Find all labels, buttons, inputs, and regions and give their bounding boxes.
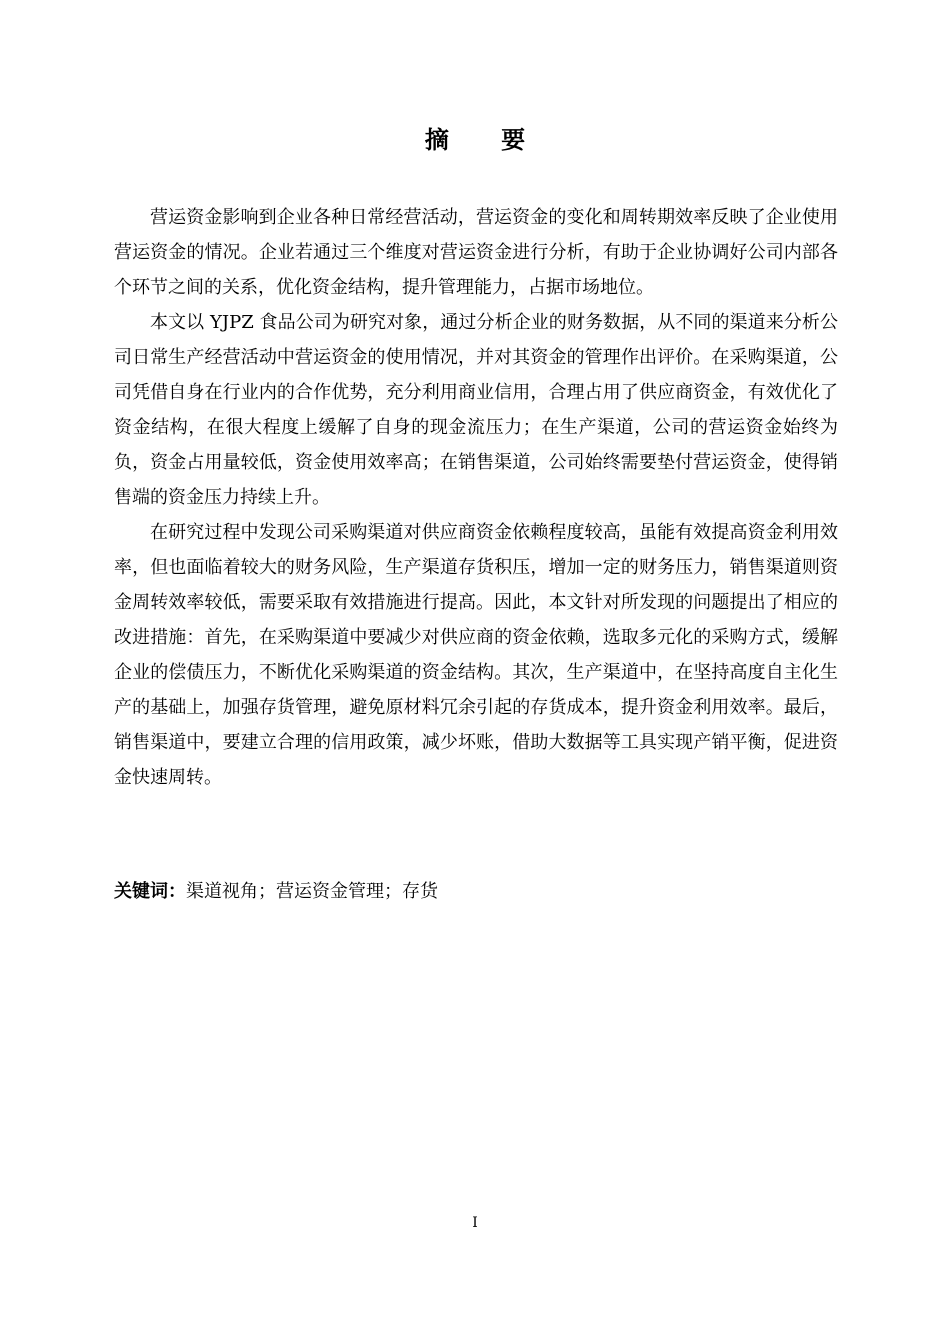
abstract-paragraph-1: 营运资金影响到企业各种日常经营活动，营运资金的变化和周转期效率反映了企业使用营运资金的情况。企业若通过三个维度对营运资金进行分析，有助于企业协调好公司内部各个环节之间的关系，优化资金结构，提升管理能力，占据市场地位。 [114, 207, 838, 298]
abstract-paragraph-2: 本文以 YJPZ 食品公司为研究对象，通过分析企业的财务数据，从不同的渠道来分析公司日常生产经营活动中营运资金的使用情况，并对其资金的管理作出评价。在采购渠道，公司凭借自身在行业内的合作优势，充分利用商业信用，合理占用了供应商资金，有效优化了资金结构，在很大程度上缓解了自身的现金流压力；在生产渠道，公司的营运资金始终为负，资金占用量较低，资金使用效率高；在销售渠道，公司始终需要垫付营运资金，使得销售端的资金压力持续上升。 [114, 312, 838, 508]
keywords-value: 渠道视角；营运资金管理；存货 [186, 881, 438, 902]
abstract-body [114, 200, 838, 795]
page-number: I [472, 1215, 478, 1231]
abstract-title: 摘 要 [424, 126, 548, 154]
keywords-line [114, 874, 838, 909]
keywords-label: 关键词： [114, 881, 186, 902]
abstract-paragraph-3: 在研究过程中发现公司采购渠道对供应商资金依赖程度较高，虽能有效提高资金利用效率，但也面临着较大的财务风险，生产渠道存货积压，增加一定的财务压力，销售渠道则资金周转效率较低，需要采取有效措施进行提高。因此，本文针对所发现的问题提出了相应的改进措施：首先，在采购渠道中要减少对供应商的资金依赖，选取多元化的采购方式，缓解企业的偿债压力，不断优化采购渠道的资金结构。其次，生产渠道中，在坚持高度自主化生产的基础上，加强存货管理，避免原材料冗余引起的存货成本，提升资金利用效率。最后，销售渠道中，要建立合理的信用政策，减少坏账，借助大数据等工具实现产销平衡，促进资金快速周转。 [114, 522, 838, 788]
